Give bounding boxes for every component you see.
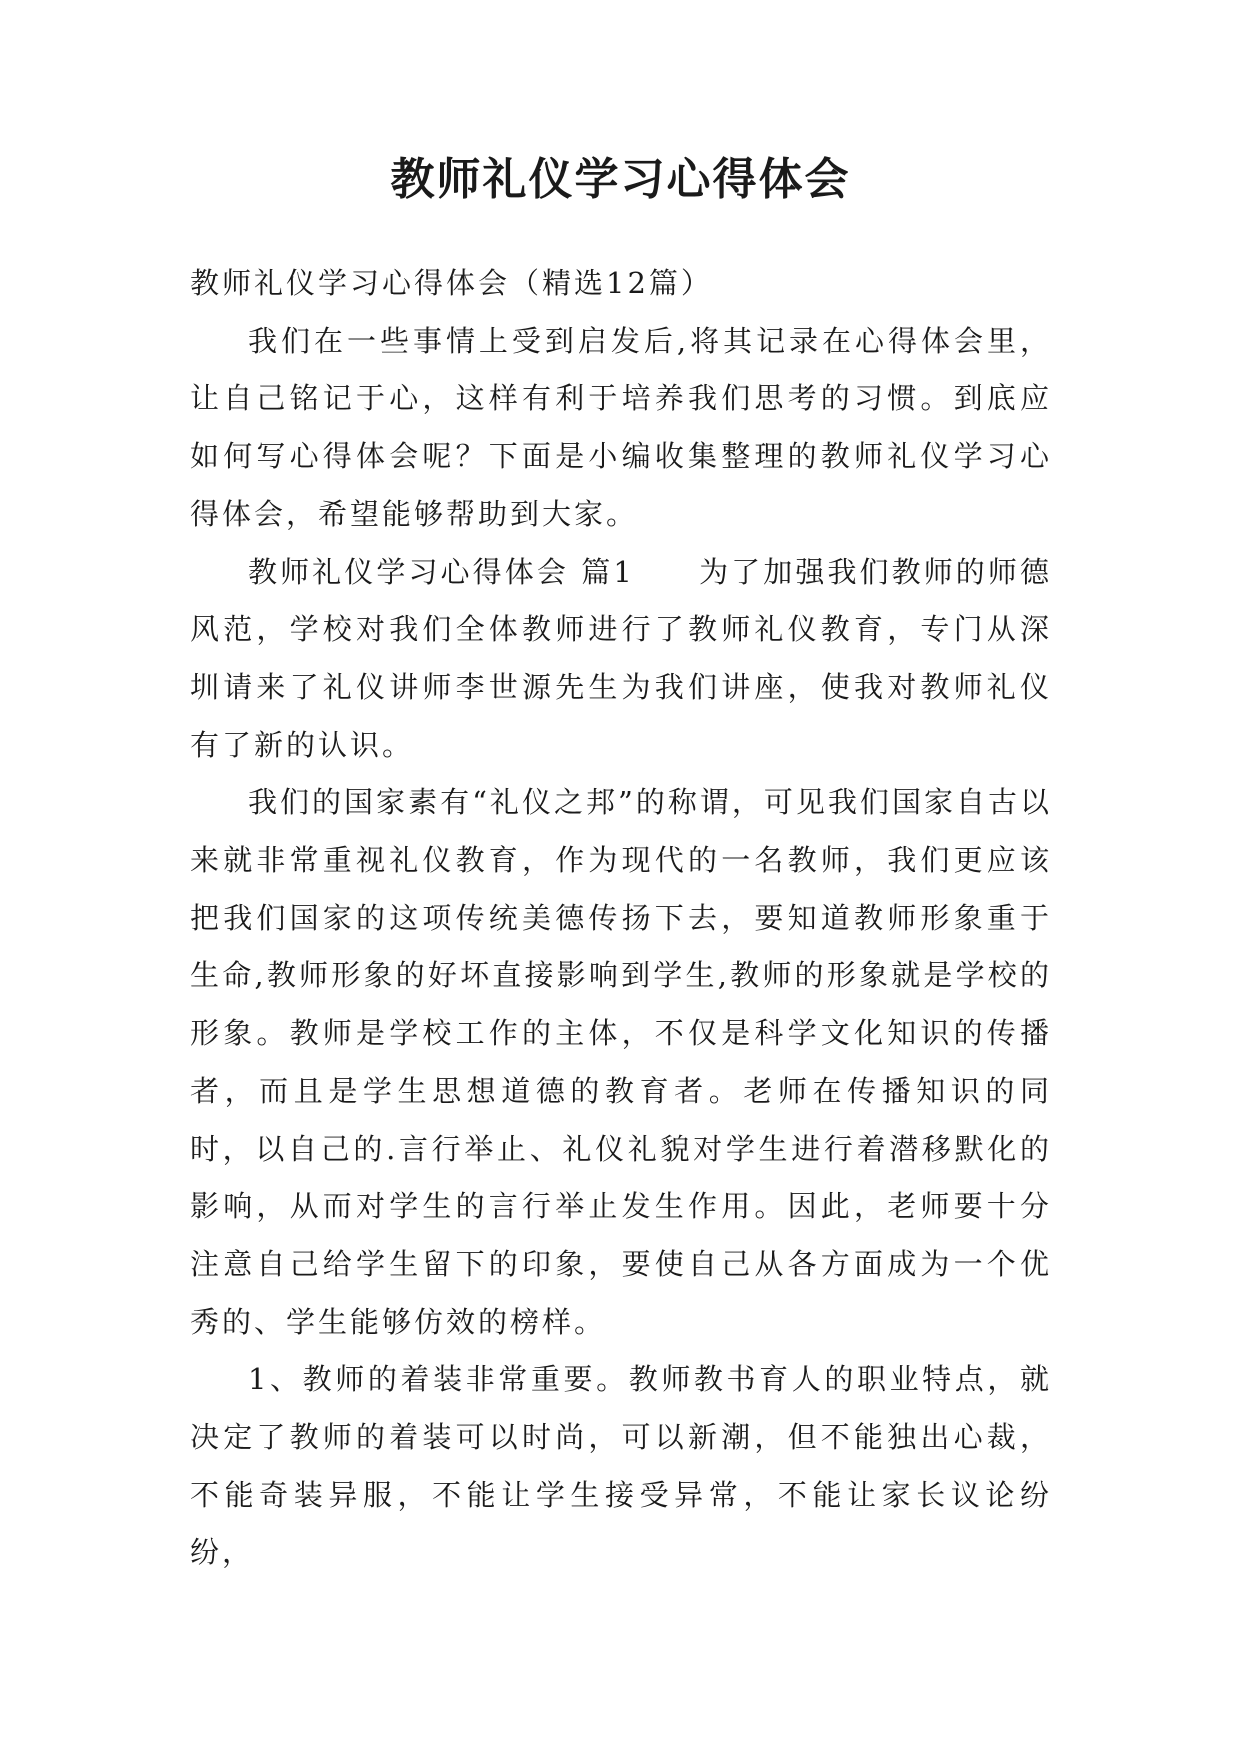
document-body bbox=[190, 255, 1052, 1582]
document-title: 教师礼仪学习心得体会 bbox=[390, 154, 851, 205]
document-subtitle: 教师礼仪学习心得体会（精选12篇） bbox=[190, 266, 713, 300]
paragraph-dress: 1、教师的着装非常重要。教师教书育人的职业特点，就决定了教师的着装可以时尚，可以新潮，但不能独出心裁，不能奇装异服，不能让学生接受异常，不能让家长议论纷纷， bbox=[190, 1362, 1052, 1570]
paragraph-intro: 我们在一些事情上受到启发后,将其记录在心得体会里，让自己铭记于心，这样有利于培养我们思考的习惯。到底应如何写心得体会呢？下面是小编收集整理的教师礼仪学习心得体会，希望能够帮助到大家。 bbox=[190, 323, 1052, 531]
paragraph-section-1: 教师礼仪学习心得体会 篇1 为了加强我们教师的师德风范，学校对我们全体教师进行了教师礼仪教育，专门从深圳请来了礼仪讲师李世源先生为我们讲座，使我对教师礼仪有了新的认识。 bbox=[190, 554, 1052, 762]
paragraph-etiquette-nation: 我们的国家素有“礼仪之邦”的称谓，可见我们国家自古以来就非常重视礼仪教育，作为现代的一名教师，我们更应该把我们国家的这项传统美德传扬下去，要知道教师形象重于生命,教师形象的好坏直接影响到学生,教师的形象就是学校的形象。教师是学校工作的主体，不仅是科学文化知识的传播者，而且是学生思想道德的教育者。老师在传播知识的同时，以自己的.言行举止、礼仪礼貌对学生进行着潜移默化的影响，从而对学生的言行举止发生作用。因此，老师要十分注意自己给学生留下的印象，要使自己从各方面成为一个优秀的、学生能够仿效的榜样。 bbox=[190, 785, 1052, 1339]
